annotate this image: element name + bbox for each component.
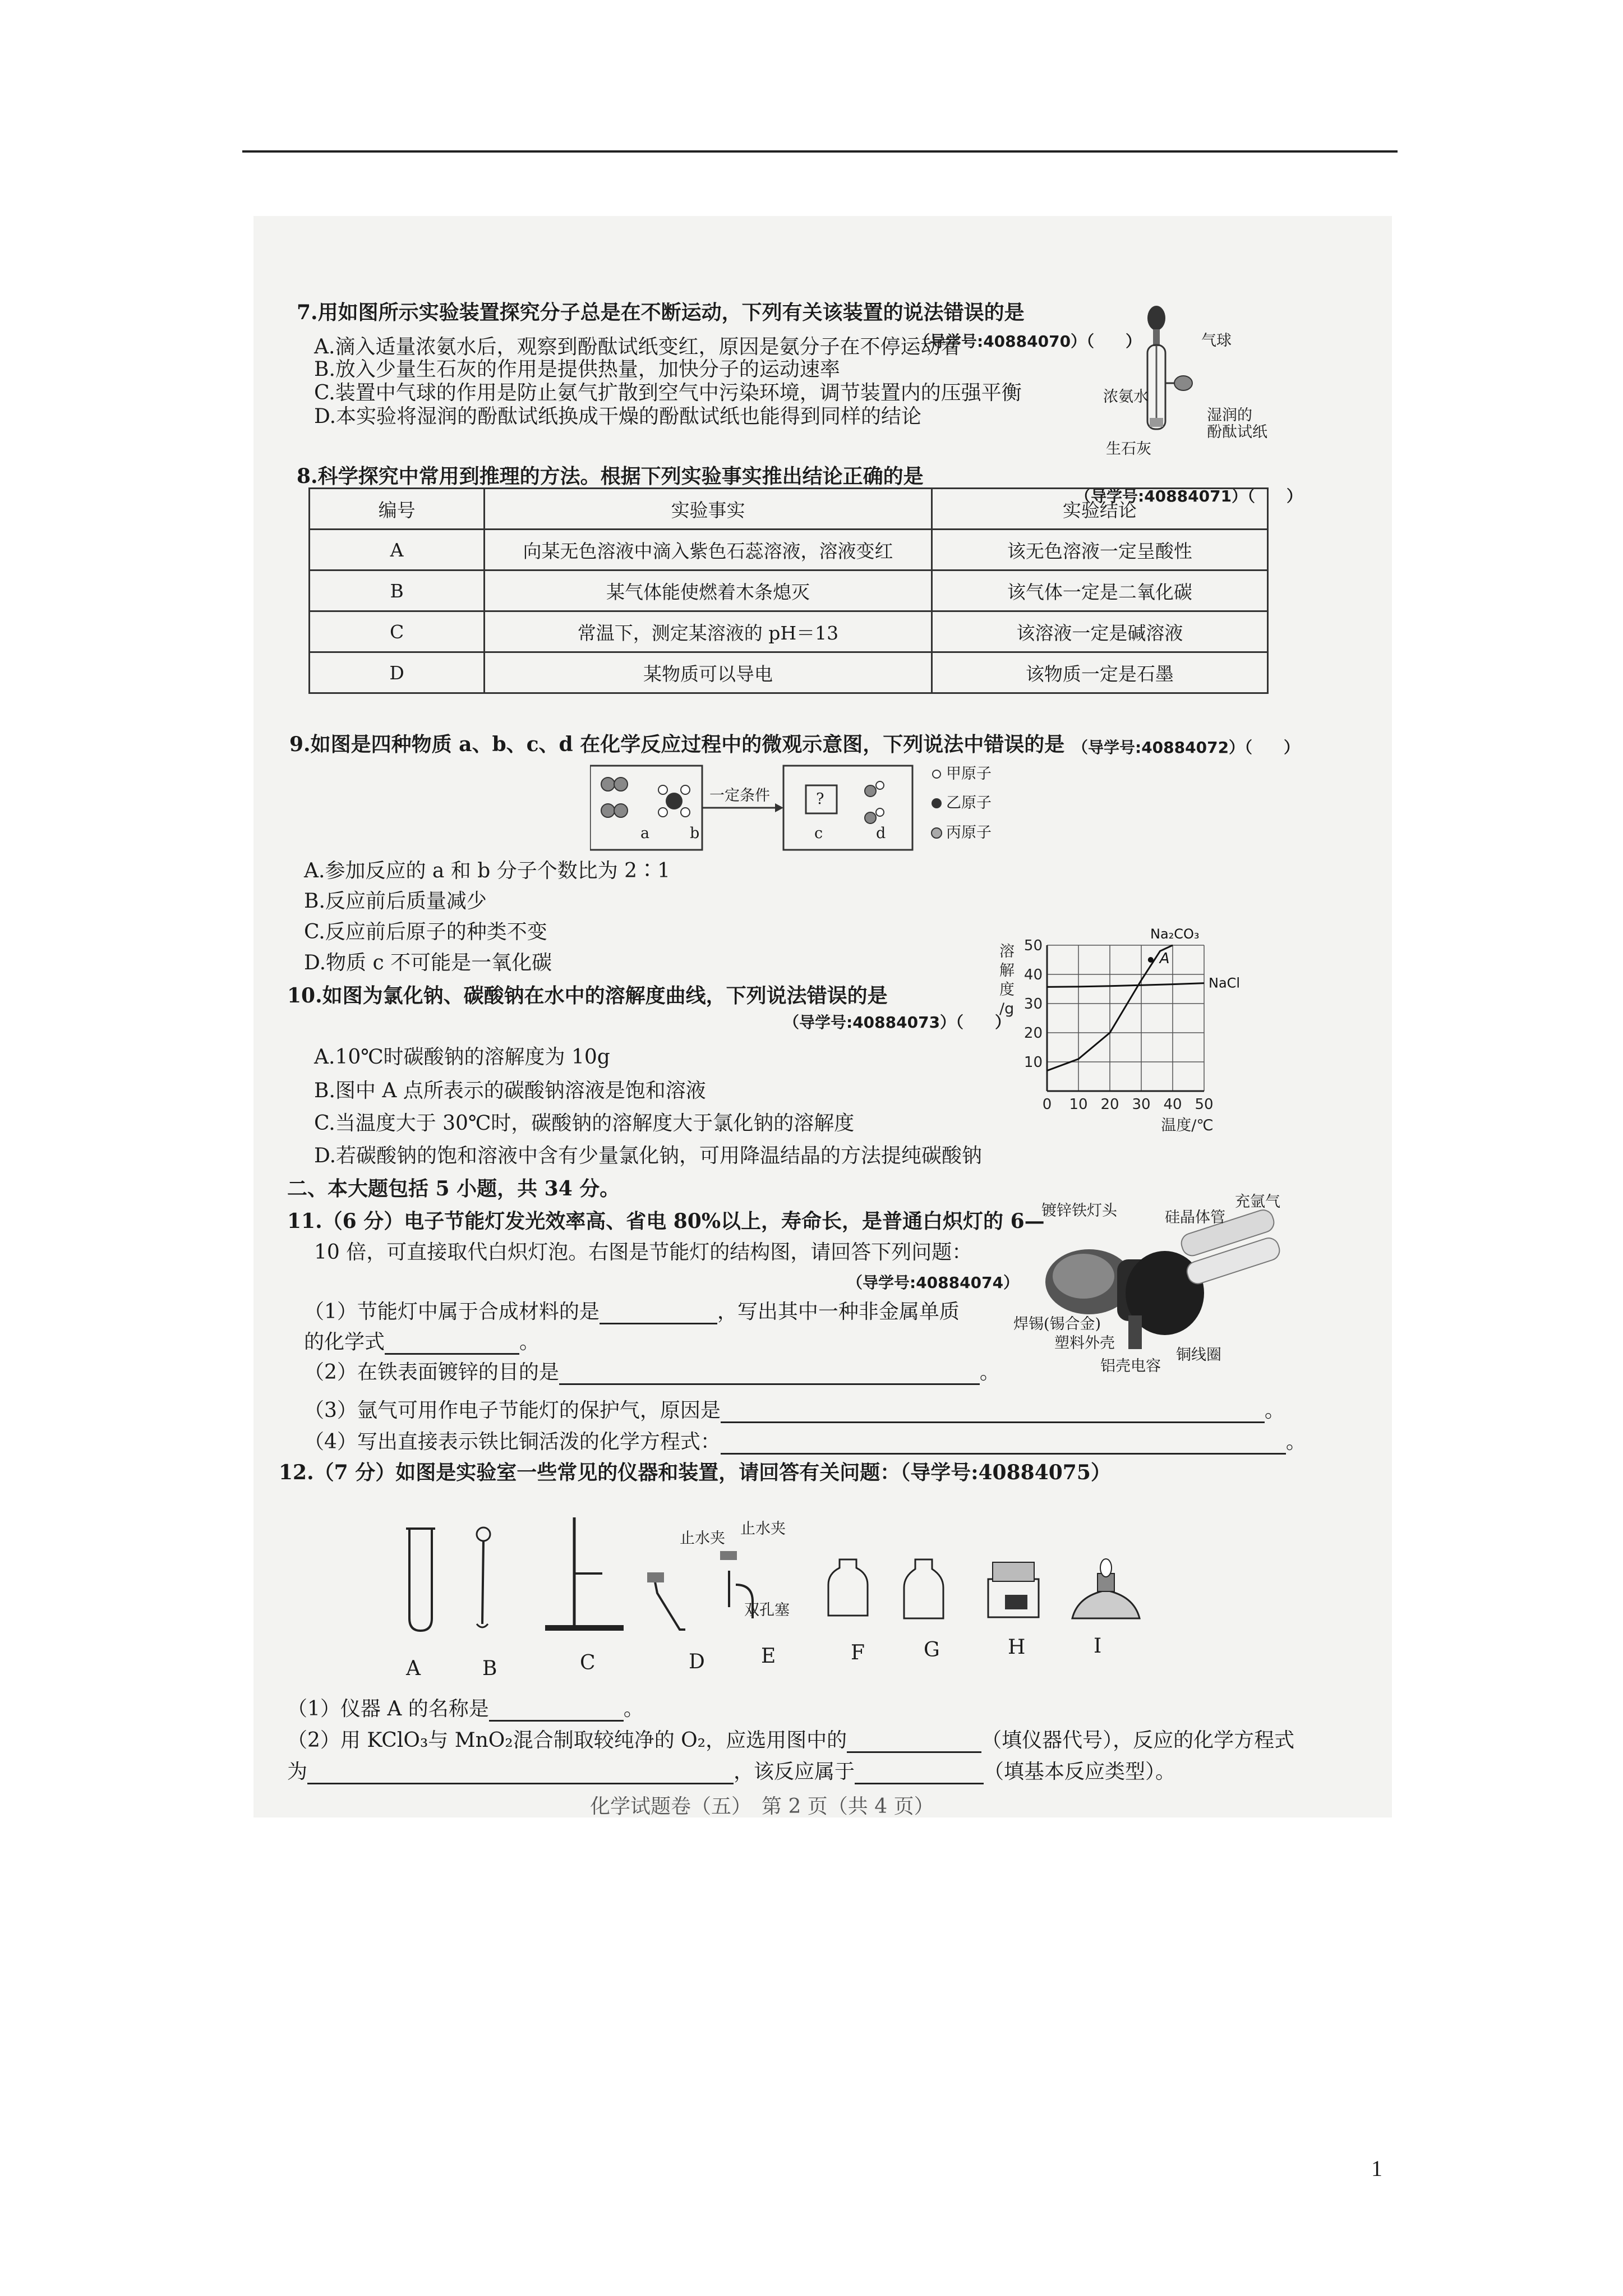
q12-label-e: E: [761, 1645, 776, 1668]
q11-part-2: [304, 1360, 1000, 1385]
series-label: NaCl: [1209, 975, 1241, 991]
q11-line-1: 11.（6 分）电子节能灯发光效率高、省电 80%以上，寿命长，是普通白炽灯的 6—: [287, 1209, 1045, 1233]
q9-label-b: b: [690, 825, 700, 842]
q9-label-d: d: [876, 825, 886, 842]
q12-blank-2[interactable]: [847, 1732, 981, 1753]
table-cell: 该无色溶液一定呈酸性: [932, 530, 1267, 570]
q12-blank-1[interactable]: [489, 1701, 624, 1722]
q11-blank-3[interactable]: [559, 1364, 980, 1385]
table-row: [310, 530, 1268, 570]
table-cell: A: [310, 530, 485, 570]
q7-label-paper-2: 酚酞试纸: [1207, 424, 1267, 441]
y-tick-label: 50: [1023, 937, 1043, 954]
q7-option-c: C.装置中气球的作用是防止氨气扩散到空气中污染环境，调节装置内的压强平衡: [314, 381, 1022, 404]
q9-legend-bing: 丙原子: [946, 824, 992, 841]
y-axis-label-char: 溶: [999, 943, 1015, 960]
q12-blank-4[interactable]: [855, 1764, 984, 1784]
q9-label-c: c: [814, 825, 823, 842]
y-tick-label: 30: [1023, 996, 1043, 1013]
q11-part-4: [304, 1430, 1306, 1455]
x-tick-label: 20: [1100, 1096, 1119, 1113]
table-cell: B: [310, 570, 485, 611]
q9-ref: （导学号:40884072）（ ）: [1072, 738, 1300, 757]
q10-ref: （导学号:40884073）（ ）: [783, 1013, 1011, 1032]
series-label: Na₂CO₃: [1150, 926, 1200, 942]
q12-part-2-text-c: 为: [287, 1760, 308, 1783]
q11-part-1-text-b: ，写出其中一种非金属单质: [717, 1300, 960, 1323]
x-tick-label: 10: [1069, 1096, 1088, 1113]
q11-blank-2[interactable]: [385, 1334, 519, 1355]
q12-part-1-end: 。: [623, 1697, 644, 1720]
q11-blank-4[interactable]: [721, 1402, 1265, 1423]
x-tick-label: 50: [1195, 1096, 1214, 1113]
q11-part-3-end: 。: [1264, 1399, 1285, 1422]
page-number: 1: [1371, 2156, 1382, 2181]
q12-label-c: C: [580, 1651, 596, 1674]
q11-part-2-text: （2）在铁表面镀锌的目的是: [304, 1361, 559, 1384]
q11-label-cap: 镀锌铁灯头: [1041, 1202, 1117, 1220]
q9-legend-yi: 乙原子: [946, 794, 992, 812]
q11-part-1-text-c: 的化学式: [304, 1331, 385, 1354]
q11-part-1-formula: [304, 1330, 540, 1355]
top-rule: [242, 150, 1398, 153]
q8-ref: （导学号:40884071）（ ）: [1075, 487, 1303, 505]
q9-condition: 一定条件: [709, 787, 770, 804]
q9-option-b: B.反应前后质量减少: [304, 890, 487, 913]
table-header: 实验结论: [932, 489, 1267, 530]
y-tick-label: 20: [1023, 1025, 1043, 1042]
q12-part-1: [287, 1697, 644, 1722]
q11-blank-5[interactable]: [721, 1434, 1286, 1455]
solubility-chart: [994, 920, 1257, 1156]
q7-label-balloon: 气球: [1201, 332, 1232, 349]
table-header-row: [310, 489, 1268, 530]
q10-option-a: A.10℃时碳酸钠的溶解度为 10g: [314, 1046, 610, 1069]
point-a-label: A: [1159, 950, 1170, 967]
q12-blank-3[interactable]: [307, 1764, 734, 1784]
y-axis-label-char: /g: [999, 1000, 1015, 1018]
q11-part-3-text: （3）氩气可用作电子节能灯的保护气，原因是: [304, 1399, 721, 1422]
q7-option-d: D.本实验将湿润的酚酞试纸换成干燥的酚酞试纸也能得到同样的结论: [314, 405, 922, 428]
q7-stem: 7.用如图所示实验装置探究分子总是在不断运动，下列有关该装置的说法错误的是: [297, 301, 1025, 324]
table-cell: 向某无色溶液中滴入紫色石蕊溶液，溶液变红: [485, 530, 932, 570]
table-row: [310, 570, 1268, 611]
q7-label-paper-1: 湿润的: [1207, 407, 1252, 424]
q11-part-1: [304, 1300, 960, 1324]
y-axis-label-char: 解: [999, 962, 1015, 979]
q12-label-clamp-e: 止水夹: [740, 1520, 786, 1538]
q8-table: [308, 487, 1269, 694]
q11-label-argon: 充氩气: [1235, 1193, 1280, 1211]
table-cell: 某物质可以导电: [485, 652, 932, 693]
q11-part-3: [304, 1398, 1285, 1423]
q9-reaction-diagram: [590, 757, 994, 858]
q12-footer: 化学试题卷（五） 第 2 页（共 4 页）: [590, 1795, 934, 1818]
table-cell: 常温下，测定某溶液的 pH＝13: [485, 611, 932, 652]
scanned-exam-photo: [253, 216, 1392, 1818]
q9-legend-jia: 甲原子: [946, 765, 992, 783]
q11-label-cap2: 铝壳电容: [1100, 1358, 1161, 1375]
q9-stem: 9.如图是四种物质 a、b、c、d 在化学反应过程中的微观示意图，下列说法中错误的是: [289, 733, 1065, 756]
q8-stem: 8.科学探究中常用到推理的方法。根据下列实验事实推出结论正确的是: [297, 464, 924, 488]
q9-option-d: D.物质 c 不可能是一氧化碳: [304, 951, 552, 974]
q7-option-b: B.放入少量生石灰的作用是提供热量，加快分子的运动速率: [314, 358, 840, 381]
q12-label-h: H: [1008, 1636, 1026, 1659]
y-tick-label: 40: [1023, 967, 1043, 983]
q9-option-c: C.反应前后原子的种类不变: [304, 921, 547, 944]
q11-line-2: 10 倍，可直接取代白炽灯泡。右图是节能灯的结构图，请回答下列问题：: [314, 1241, 972, 1264]
q11-part-4-text: （4）写出直接表示铁比铜活泼的化学方程式：: [304, 1430, 721, 1453]
q10-stem: 10.如图为氯化钠、碳酸钠在水中的溶解度曲线，下列说法错误的是: [287, 984, 888, 1007]
q7-label-lime: 生石灰: [1106, 440, 1151, 458]
table-row: [310, 652, 1268, 693]
q11-label-solder: [1013, 1315, 1101, 1333]
q9-option-a: A.参加反应的 a 和 b 分子个数比为 2∶1: [304, 859, 670, 882]
q12-label-clamp-d: 止水夹: [680, 1530, 725, 1547]
q11-label-coil: 铜线圈: [1176, 1346, 1221, 1364]
q12-label-g: G: [924, 1639, 940, 1662]
table-cell: D: [310, 652, 485, 693]
q11-part-1-text: （1）节能灯中属于合成材料的是: [304, 1300, 600, 1323]
table-cell: 该溶液一定是碱溶液: [932, 611, 1267, 652]
x-tick-label: 40: [1163, 1096, 1182, 1113]
series-line-nacl: [1047, 983, 1204, 987]
section-2-heading: 二、本大题包括 5 小题，共 34 分。: [287, 1177, 620, 1200]
table-cell: C: [310, 611, 485, 652]
q12-label-f: F: [851, 1641, 865, 1664]
q11-part-2-end: 。: [979, 1361, 1000, 1384]
table-cell: 该物质一定是石墨: [932, 652, 1267, 693]
q11-ref: （导学号:40884074）: [847, 1273, 1020, 1292]
q12-part-2-text-e: （填基本反应类型）。: [984, 1760, 1176, 1783]
chart-grid: [1047, 945, 1204, 1091]
table-row: [310, 611, 1268, 652]
q10-option-c: C.当温度大于 30℃时，碳酸钠的溶解度大于氯化钠的溶解度: [314, 1112, 855, 1135]
q12-stem: 12.（7 分）如图是实验室一些常见的仪器和装置，请回答有关问题：（导学号:40884075）: [279, 1461, 1111, 1484]
q11-part-1-end: 。: [519, 1331, 540, 1354]
table-header: 编号: [310, 489, 485, 530]
q7-ref: （导学号:40884070）（ ）: [914, 332, 1142, 351]
q7-label-ammonia: 浓氨水: [1103, 388, 1149, 406]
q12-label-i: I: [1094, 1635, 1102, 1658]
q12-label-b: B: [482, 1657, 497, 1680]
q12-part-2-text-b: （填仪器代号），反应的化学方程式: [981, 1729, 1295, 1752]
q10-option-b: B.图中 A 点所表示的碳酸钠溶液是饱和溶液: [314, 1079, 706, 1102]
x-tick-label: 0: [1042, 1096, 1052, 1113]
q9-label-a: a: [640, 825, 650, 842]
q12-apparatus-row: [394, 1506, 1347, 1641]
q12-label-d: D: [689, 1650, 705, 1673]
q11-label-shell: 塑料外壳: [1054, 1335, 1115, 1352]
q11-label-solder-2: (锡合金): [1044, 1315, 1101, 1333]
q10-option-d: D.若碳酸钠的饱和溶液中含有少量氯化钠，可用降温结晶的方法提纯碳酸钠: [314, 1144, 983, 1167]
table-header: 实验事实: [485, 489, 932, 530]
x-tick-label: 30: [1132, 1096, 1151, 1113]
table-cell: 某气体能使燃着木条熄灭: [485, 570, 932, 611]
q11-part-4-end: 。: [1285, 1430, 1306, 1453]
q12-label-stopper: 双孔塞: [744, 1602, 790, 1619]
q12-part-2-text: （2）用 KClO₃与 MnO₂混合制取较纯净的 O₂，应选用图中的: [287, 1729, 847, 1752]
q12-part-2-line-2: [287, 1760, 1175, 1784]
q12-part-2-text-d: ，该反应属于: [734, 1760, 855, 1783]
point-a-marker: [1148, 957, 1154, 963]
q11-blank-1[interactable]: [600, 1304, 717, 1324]
q12-part-2: [287, 1728, 1294, 1753]
y-tick-label: 10: [1023, 1054, 1043, 1071]
q11-label-solder-1: 焊锡: [1013, 1315, 1044, 1333]
table-cell: 该气体一定是二氧化碳: [932, 570, 1267, 611]
q12-part-1-text: （1）仪器 A 的名称是: [287, 1697, 489, 1720]
q9-unknown: ?: [816, 790, 824, 808]
y-axis-label-char: 度: [999, 981, 1015, 999]
x-axis-label: 温度/℃: [1161, 1117, 1214, 1134]
q12-label-a: A: [406, 1657, 421, 1680]
q7-option-a: A.滴入适量浓氨水后，观察到酚酞试纸变红，原因是氨分子在不停运动着: [314, 335, 961, 358]
q11-label-tube: 硅晶体管: [1165, 1209, 1225, 1226]
